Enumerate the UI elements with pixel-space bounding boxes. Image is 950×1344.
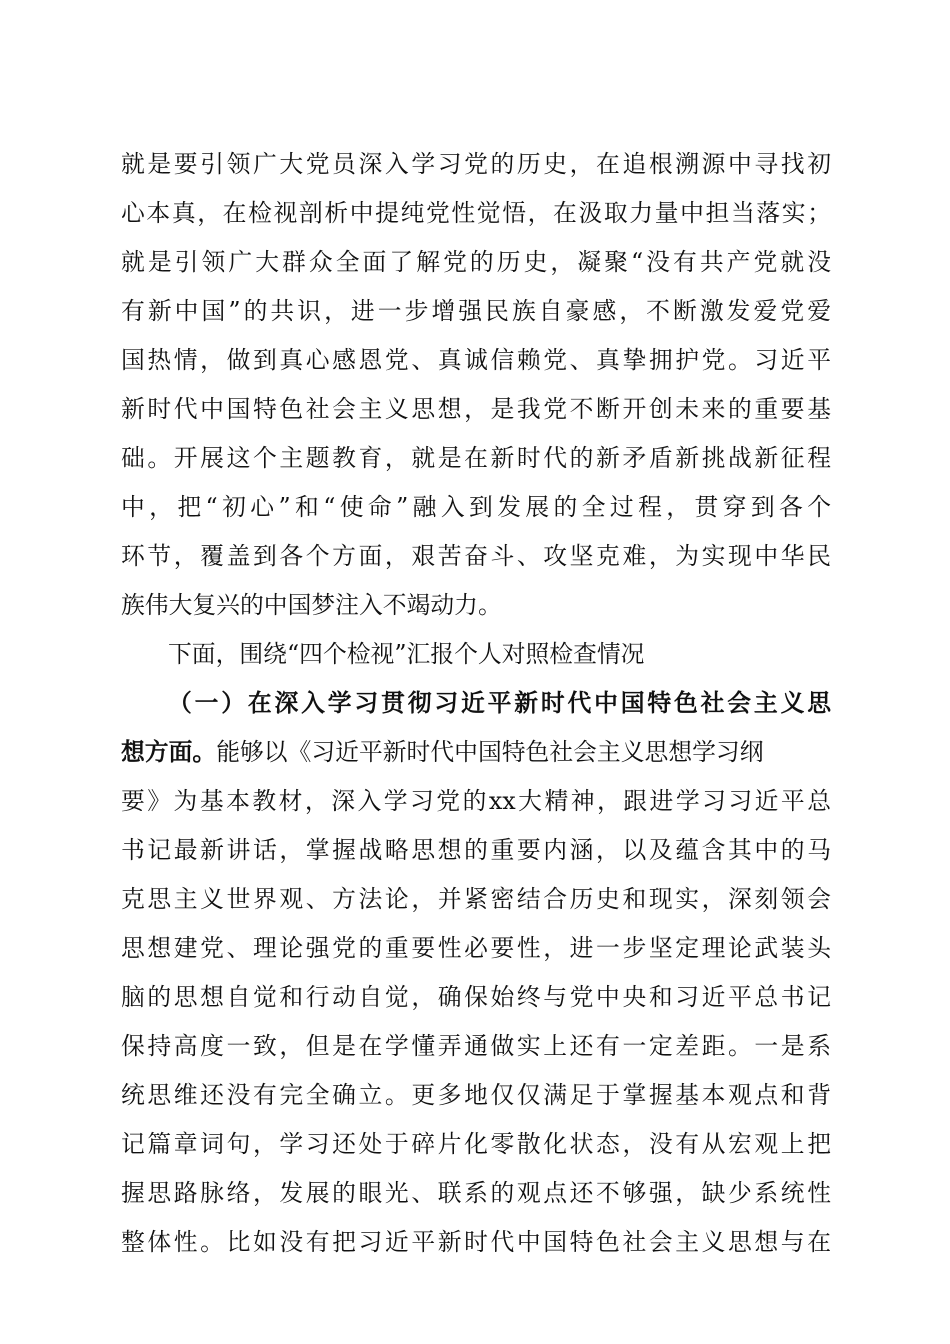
paragraph-line-mixed	[121, 733, 831, 771]
paragraph-line: 环节，覆盖到各个方面，艰苦奋斗、攻坚克难，为实现中华民	[121, 542, 831, 570]
section-heading-end: 想方面。	[121, 738, 217, 766]
paragraph-line: 新时代中国特色社会主义思想，是我党不断开创未来的重要基	[121, 395, 831, 423]
paragraph-line: 整体性。比如没有把习近平新时代中国特色社会主义思想与在	[121, 1228, 831, 1256]
section-heading-line: （一）在深入学习贯彻习近平新时代中国特色社会主义思	[168, 689, 831, 717]
paragraph-text: 能够以《习近平新时代中国特色社会主义思想学习纲	[216, 738, 764, 766]
paragraph-line: 握思路脉络，发展的眼光、联系的观点还不够强，缺少系统性	[121, 1179, 831, 1207]
paragraph-line: 中，把“初心”和“使命”融入到发展的全过程，贯穿到各个	[121, 493, 831, 521]
paragraph-line: 就是引领广大群众全面了解党的历史，凝聚“没有共产党就没	[121, 248, 831, 276]
paragraph-line: 克思主义世界观、方法论，并紧密结合历史和现实，深刻领会	[121, 885, 831, 913]
section-intro-line: 下面，围绕“四个检视”汇报个人对照检查情况	[168, 640, 645, 668]
paragraph-line: 有新中国”的共识，进一步增强民族自豪感，不断激发爱党爱	[121, 297, 831, 325]
paragraph-line: 础。开展这个主题教育，就是在新时代的新矛盾新挑战新征程	[121, 444, 831, 472]
paragraph-line: 记篇章词句，学习还处于碎片化零散化状态，没有从宏观上把	[121, 1130, 831, 1158]
paragraph-line: 书记最新讲话，掌握战略思想的重要内涵，以及蕴含其中的马	[121, 836, 831, 864]
paragraph-line: 思想建党、理论强党的重要性必要性，进一步坚定理论武装头	[121, 934, 831, 962]
paragraph-line: 统思维还没有完全确立。更多地仅仅满足于掌握基本观点和背	[121, 1081, 831, 1109]
paragraph-line: 保持高度一致，但是在学懂弄通做实上还有一定差距。一是系	[121, 1032, 831, 1060]
paragraph-line: 心本真，在检视剖析中提纯党性觉悟，在汲取力量中担当落实；	[121, 199, 831, 227]
paragraph-line: 脑的思想自觉和行动自觉，确保始终与党中央和习近平总书记	[121, 983, 831, 1011]
paragraph-line: 要》为基本教材，深入学习党的xx大精神，跟进学习习近平总	[121, 787, 831, 815]
paragraph-line: 就是要引领广大党员深入学习党的历史，在追根溯源中寻找初	[121, 150, 831, 178]
paragraph-line: 族伟大复兴的中国梦注入不竭动力。	[121, 591, 502, 619]
paragraph-line: 国热情，做到真心感恩党、真诚信赖党、真挚拥护党。习近平	[121, 346, 831, 374]
